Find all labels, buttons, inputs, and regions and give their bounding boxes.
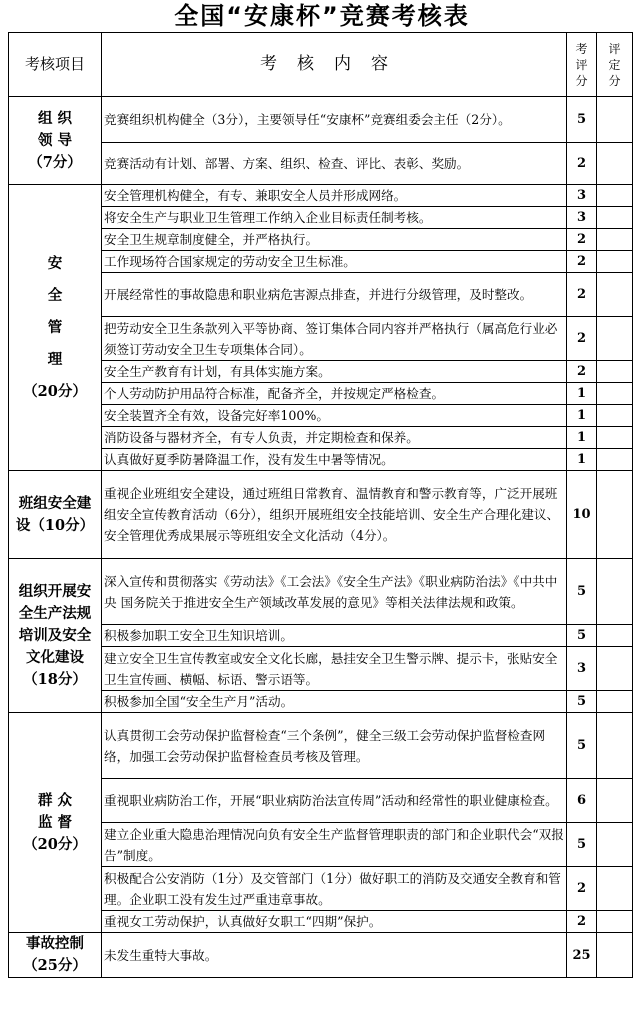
content-cell: 安全管理机构健全，有专、兼职安全人员并形成网络。 [102,185,567,207]
table-row [9,317,633,361]
score-cell: 2 [567,251,597,273]
category-line: （7分） [28,153,82,171]
table-row [9,471,633,559]
category-line: 设（10分） [15,516,95,534]
table-row [9,449,633,471]
content-cell: 深入宣传和贯彻落实《劳动法》《工会法》《安全生产法》《职业病防治法》《中共中央 国务院关于推进安全生产领域改革发展的意见》等相关法律法规和政策。 [102,559,567,625]
content-cell: 竞赛组织机构健全（3分），主要领导任“安康杯”竞赛组委会主任（2分）。 [102,97,567,143]
header-score-char: 评 [575,57,588,72]
category-cell [9,559,102,713]
rating-input-cell[interactable] [597,317,633,361]
score-cell: 1 [567,383,597,405]
table-row [9,647,633,691]
table-row [9,97,633,143]
rating-input-cell[interactable] [597,229,633,251]
rating-input-cell[interactable] [597,427,633,449]
score-cell: 3 [567,207,597,229]
score-cell: 5 [567,625,597,647]
content-cell: 竞赛活动有计划、部署、方案、组织、检查、评比、表彰、奖励。 [102,143,567,185]
content-cell: 认真贯彻工会劳动保护监督检查“三个条例”，健全三级工会劳动保护监督检查网络，加强工会劳动保护监督检查员考核及管理。 [102,713,567,779]
content-cell: 积极配合公安消防（1分）及交管部门（1分）做好职工的消防及交通安全教育和管理。企业职工没有发生过严重违章事故。 [102,867,567,911]
header-rate-char: 评 [608,41,621,56]
content-cell: 重视企业班组安全建设，通过班组日常教育、温情教育和警示教育等，广泛开展班组安全宣传教育活动（6分），组织开展班组安全技能培训、安全生产合理化建议、安全管理优秀成果展示等班组安全文化活动（4分）。 [102,471,567,559]
rating-input-cell[interactable] [597,779,633,823]
score-cell: 2 [567,867,597,911]
content-cell: 把劳动安全卫生条款列入平等协商、签订集体合同内容并严格执行（属高危行业必须签订劳动安全卫生专项集体合同）。 [102,317,567,361]
rating-input-cell[interactable] [597,471,633,559]
content-cell: 建立企业重大隐患治理情况向负有安全生产监督管理职责的部门和企业职代会“双报告”制度。 [102,823,567,867]
rating-input-cell[interactable] [597,97,633,143]
header-score-char: 考 [575,41,588,56]
rating-input-cell[interactable] [597,911,633,933]
rating-input-cell[interactable] [597,273,633,317]
content-cell: 安全生产教育有计划，有具体实施方案。 [102,361,567,383]
rating-input-cell[interactable] [597,713,633,779]
score-cell: 6 [567,779,597,823]
content-cell: 认真做好夏季防暑降温工作，没有发生中暑等情况。 [102,449,567,471]
rating-input-cell[interactable] [597,405,633,427]
score-cell: 3 [567,647,597,691]
table-row [9,251,633,273]
header-item: 考核项目 [9,33,102,97]
score-cell: 1 [567,405,597,427]
header-rate-char: 定 [608,57,621,72]
score-cell: 10 [567,471,597,559]
category-line: （18分） [23,670,87,688]
table-row [9,713,633,779]
rating-input-cell[interactable] [597,867,633,911]
content-cell: 开展经常性的事故隐患和职业病危害源点排查，并进行分级管理，及时整改。 [102,273,567,317]
category-line: 全 [47,286,63,304]
rating-input-cell[interactable] [597,143,633,185]
score-cell: 5 [567,823,597,867]
table-body [9,97,633,978]
rating-input-cell[interactable] [597,691,633,713]
category-line: 组 织 [37,109,73,127]
score-cell: 2 [567,361,597,383]
rating-input-cell[interactable] [597,933,633,978]
content-cell: 重视女工劳动保护，认真做好女职工“四期”保护。 [102,911,567,933]
category-line: 管 [47,318,63,336]
assessment-table [8,32,633,978]
rating-input-cell[interactable] [597,449,633,471]
category-line: 领 导 [37,131,73,149]
table-row [9,229,633,251]
category-line: （20分） [23,835,87,853]
content-cell: 积极参加全国“安全生产月”活动。 [102,691,567,713]
table-row [9,361,633,383]
rating-input-cell[interactable] [597,559,633,625]
content-cell: 安全装置齐全有效，设备完好率100%。 [102,405,567,427]
score-cell: 1 [567,427,597,449]
content-cell: 工作现场符合国家规定的劳动安全卫生标准。 [102,251,567,273]
rating-input-cell[interactable] [597,823,633,867]
category-line: 安 [47,254,63,272]
table-row [9,823,633,867]
table-row [9,779,633,823]
table-row [9,867,633,911]
score-cell: 2 [567,229,597,251]
rating-input-cell[interactable] [597,647,633,691]
table-row [9,933,633,978]
category-cell [9,933,102,978]
category-line: 理 [47,350,63,368]
rating-input-cell[interactable] [597,185,633,207]
category-line: 监 督 [37,813,73,831]
table-row [9,185,633,207]
score-cell: 2 [567,317,597,361]
page-title: 全国“安康杯”竞赛考核表 [174,2,470,30]
category-cell [9,185,102,471]
content-cell: 未发生重特大事故。 [102,933,567,978]
table-row [9,383,633,405]
category-line: 班组安全建 [18,494,92,512]
content-cell: 重视职业病防治工作，开展“职业病防治法宣传周”活动和经常性的职业健康检查。 [102,779,567,823]
score-cell: 1 [567,449,597,471]
rating-input-cell[interactable] [597,361,633,383]
category-line: 文化建设 [26,648,84,666]
score-cell: 5 [567,97,597,143]
table-row [9,911,633,933]
category-line: （25分） [23,957,87,974]
table-row [9,143,633,185]
score-cell: 2 [567,273,597,317]
table-row [9,405,633,427]
rating-input-cell[interactable] [597,251,633,273]
header-score [567,33,597,97]
content-cell: 建立安全卫生宣传教室或安全文化长廊，悬挂安全卫生警示牌、提示卡，张贴安全卫生宣传画、横幅、标语、警示语等。 [102,647,567,691]
category-cell [9,713,102,933]
rating-input-cell[interactable] [597,207,633,229]
rating-input-cell[interactable] [597,625,633,647]
category-line: 培训及安全 [18,626,92,644]
header-rate-char: 分 [608,73,621,88]
score-cell: 2 [567,911,597,933]
score-cell: 2 [567,143,597,185]
score-cell: 5 [567,559,597,625]
score-cell: 3 [567,185,597,207]
table-row [9,207,633,229]
table-row [9,691,633,713]
table-row [9,559,633,625]
header-score-char: 分 [575,73,588,88]
content-cell: 积极参加职工安全卫生知识培训。 [102,625,567,647]
score-cell: 5 [567,691,597,713]
table-row [9,273,633,317]
category-line: 全生产法规 [18,604,92,622]
content-cell: 安全卫生规章制度健全，并严格执行。 [102,229,567,251]
category-line: 群 众 [37,791,73,809]
category-line: （20分） [23,382,87,400]
rating-input-cell[interactable] [597,383,633,405]
category-line: 组织开展安 [18,582,92,600]
score-cell: 25 [567,933,597,978]
content-cell: 消防设备与器材齐全，有专人负责，并定期检查和保养。 [102,427,567,449]
score-cell: 5 [567,713,597,779]
header-rate [597,33,633,97]
table-row [9,427,633,449]
content-cell: 将安全生产与职业卫生管理工作纳入企业目标责任制考核。 [102,207,567,229]
content-cell: 个人劳动防护用品符合标准，配备齐全，并按规定严格检查。 [102,383,567,405]
category-cell [9,471,102,559]
category-cell [9,97,102,185]
header-content: 考核内容 [102,33,567,97]
category-line: 事故控制 [26,935,84,952]
table-row [9,625,633,647]
